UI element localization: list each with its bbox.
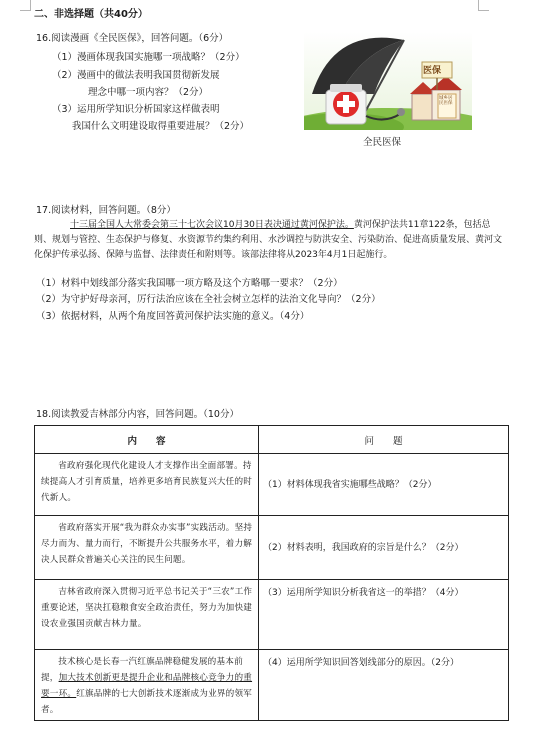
table-row (35, 580, 509, 650)
q17-sub2: （2）为守护好母亲河，厉行法治应该在全社会树立怎样的法治文化导向？（2分） (36, 294, 381, 305)
table-row (35, 454, 509, 516)
cartoon-caption: 全民医保 (363, 137, 402, 148)
row4-content-underlined: 加大技术创新更是提升企业和品牌核心竞争力的重要一环。 (41, 673, 253, 699)
q16-sub2-line1: （2）漫画中的做法表明我国贯彻新发展 (52, 70, 220, 81)
q18-stem: 18.阅读教爱吉林部分内容，回答问题。（10分） (36, 409, 239, 420)
crop-mark-top-right (478, 0, 489, 11)
row3-question: （3）运用所学知识分析我省这一的举措？（4分） (259, 580, 509, 650)
cartoon-sign-text-2: 城乡居民医保 (439, 96, 453, 106)
q17-sub1: （1）材料中划线部分落实我国哪一项方略及这个方略哪一要求？（2分） (36, 278, 343, 289)
q17-material-rest: 黄河保护法共11章122条，包括总则、规划与管控、生态保护与修复、水资源节约集约利用、水沙调控与防洪安全、污染防治、促进高质量发展、黄河文化保护传承弘扬、保障与监督、法律责任和附则等。该部法律将从2023年4月1日起施行。 (34, 220, 503, 260)
row4-content-pre: 技术核心是长春一汽红旗品牌稳健发展的基本前提， (41, 657, 243, 683)
row1-question: （1）材料体现我省实施哪些战略？（2分） (259, 454, 509, 516)
q16-sub3-line2: 我国什么文明建设取得重要进展？（2分） (72, 121, 250, 132)
table-row (35, 516, 509, 580)
q16-sub2-line2: 理念中哪一项内容？（2分） (88, 87, 209, 98)
q18-table (34, 425, 509, 721)
q17-stem: 17.阅读材料，回答问题。（8分） (36, 205, 176, 216)
q18-table-header (35, 426, 509, 454)
q17-material (34, 218, 506, 263)
row4-content (35, 650, 259, 721)
row1-content: 省政府强化现代化建设人才支撑作出全面部署。持续提高人才引育质量，培养更多培育民族复兴大任的时代新人。 (35, 454, 259, 516)
crop-mark-top-left (20, 0, 31, 11)
row4-content-post: 红旗品牌的七大创新技术逐渐成为业界的领军者。 (41, 689, 253, 715)
cartoon-sign-text: 医保 (423, 66, 442, 76)
row2-question: （2）材料表明，我国政府的宗旨是什么？（2分） (259, 516, 509, 580)
q16-stem: 16.阅读漫画《全民医保》，回答问题。（6分） (36, 33, 229, 44)
cartoon-image (304, 32, 472, 130)
q17-material-underlined: 十三届全国人大常委会第三十七次会议10月30日表决通过黄河保护法。 (70, 220, 354, 230)
row4-question: （4）运用所学知识回答划线部分的原因。（2分） (259, 650, 509, 721)
q16-sub3-line1: （3）运用所学知识分析国家这样做表明 (52, 104, 220, 115)
section-title: 二、非选择题（共40分） (34, 9, 148, 20)
header-content: 内 容 (35, 426, 259, 454)
q16-sub1: （1）漫画体现我国实施哪一项战略？（2分） (52, 52, 245, 63)
q17-sub3: （3）依据材料，从两个角度回答黄河保护法实施的意义。（4分） (36, 311, 310, 322)
header-question: 问 题 (259, 426, 509, 454)
table-row (35, 650, 509, 721)
row3-content: 吉林省政府深入贯彻习近平总书记关于“三农”工作重要论述，坚决扛稳粮食安全政治责任，努力为加快建设农业强国贡献吉林力量。 (35, 580, 259, 650)
cartoon-illustration (304, 32, 472, 130)
row2-content: 省政府落实开展“我为群众办实事”实践活动。坚持尽力而为、量力而行，不断提升公共服务水平，着力解决人民群众普遍关心关注的民生问题。 (35, 516, 259, 580)
